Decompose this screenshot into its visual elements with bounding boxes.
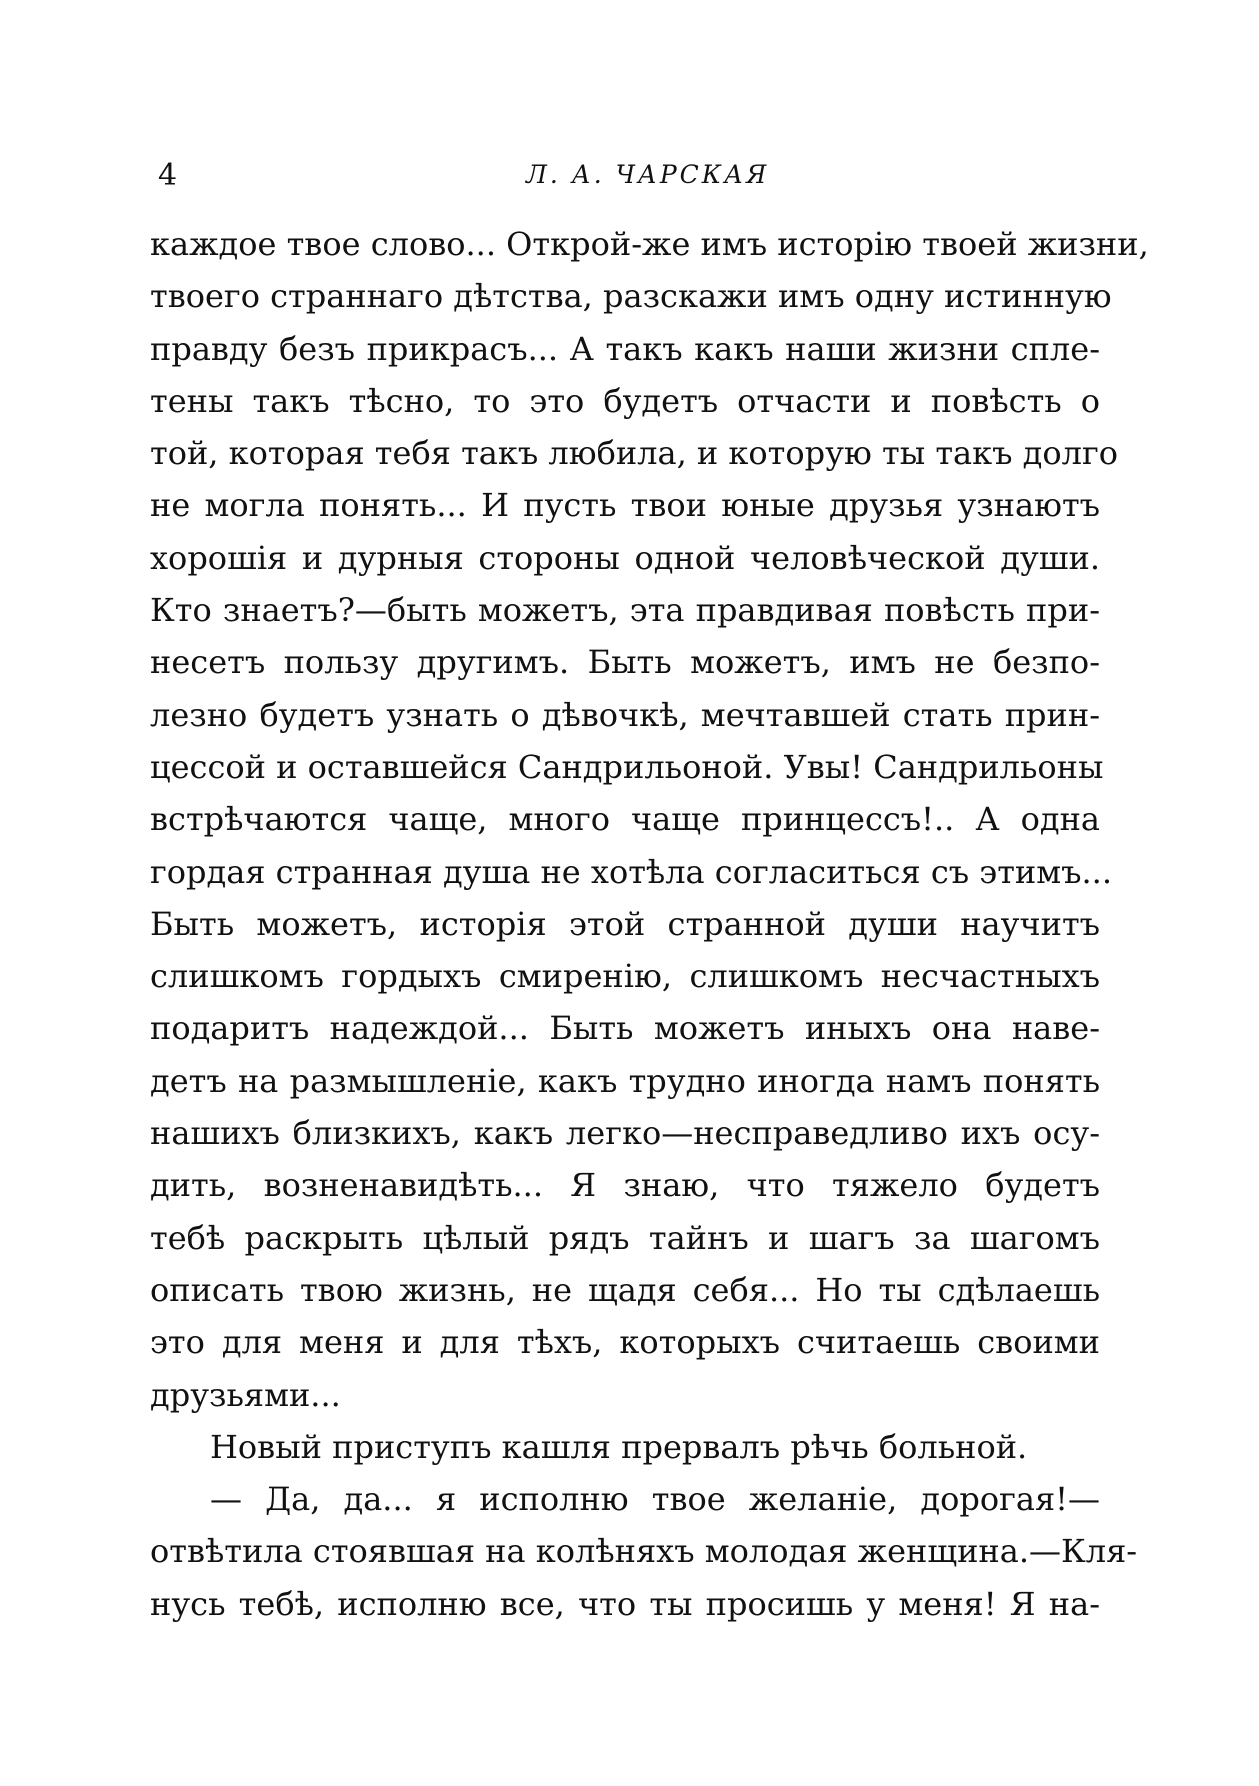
text-line: друзьями... [150,1375,341,1414]
text-line: Быть можетъ, исторія этой странной души научитъ [150,904,1100,943]
text-line: цессой и оставшейся Сандрильоной. Увы! Сандрильоны [150,747,1104,786]
page-number: 4 [158,158,178,193]
text-line: той, которая тебя такъ любила, и которую ты такъ долго [150,434,1118,473]
text-line: описать твою жизнь, не щадя себя... Но ты сдѣлаешь [150,1270,1100,1309]
text-line: подаритъ надеждой... Быть можетъ иныхъ она наве- [150,1009,1100,1048]
paragraph-line: Новый приступъ кашля прервалъ рѣчь больной. [210,1427,1028,1466]
text-line: слишкомъ гордыхъ смиренію, слишкомъ несчастныхъ [150,957,1100,996]
text-line: тебѣ раскрыть цѣлый рядъ тайнъ и шагъ за шагомъ [150,1218,1100,1257]
dialogue-line: — Да, да... я исполню твое желаніе, дорогая!— [210,1480,1100,1519]
text-line: это для меня и для тѣхъ, которыхъ считаешь своими [150,1323,1100,1362]
text-line: отвѣтила стоявшая на колѣняхъ молодая женщина.—Кля- [150,1532,1138,1571]
text-line: каждое твое слово... Открой-же имъ исторію твоей жизни, [150,225,1149,263]
text-line: правду безъ прикрасъ... А такъ какъ наши жизни сплe- [150,329,1100,368]
text-line: твоего страннаго дѣтства, разскажи имъ одну истинную [150,277,1112,316]
running-head [158,158,1098,198]
text-line: Кто знаетъ?—быть можетъ, эта правдивая повѣсть при- [150,591,1100,630]
text-line: нашихъ близкихъ, какъ легко—несправедливо ихъ осу- [150,1114,1100,1153]
text-line: встрѣчаются чаще, много чаще принцессъ!.. А одна [150,800,1100,839]
text-line: несетъ пользу другимъ. Быть можетъ, имъ не безпо- [150,643,1100,682]
body-text [150,218,1149,1630]
text-line: нусь тебѣ, исполню все, что ты просишь у меня! Я на- [150,1584,1100,1623]
text-line: лезно будетъ узнать о дѣвочкѣ, мечтавшей стать прин- [150,695,1100,734]
text-line: гордая странная душа не хотѣла согласиться съ этимъ... [150,852,1112,891]
text-line: не могла понять... И пусть твои юные друзья узнаютъ [150,486,1100,525]
text-line: дить, возненавидѣть... Я знаю, что тяжело будетъ [150,1166,1100,1205]
text-line: детъ на размышленіе, какъ трудно иногда намъ понять [150,1061,1100,1100]
text-line: тены такъ тѣсно, то это будетъ отчасти и повѣсть о [150,381,1100,420]
running-title: Л. А. ЧАРСКАЯ [526,160,770,189]
text-line: хорошія и дурныя стороны одной человѣческой души. [150,538,1100,577]
